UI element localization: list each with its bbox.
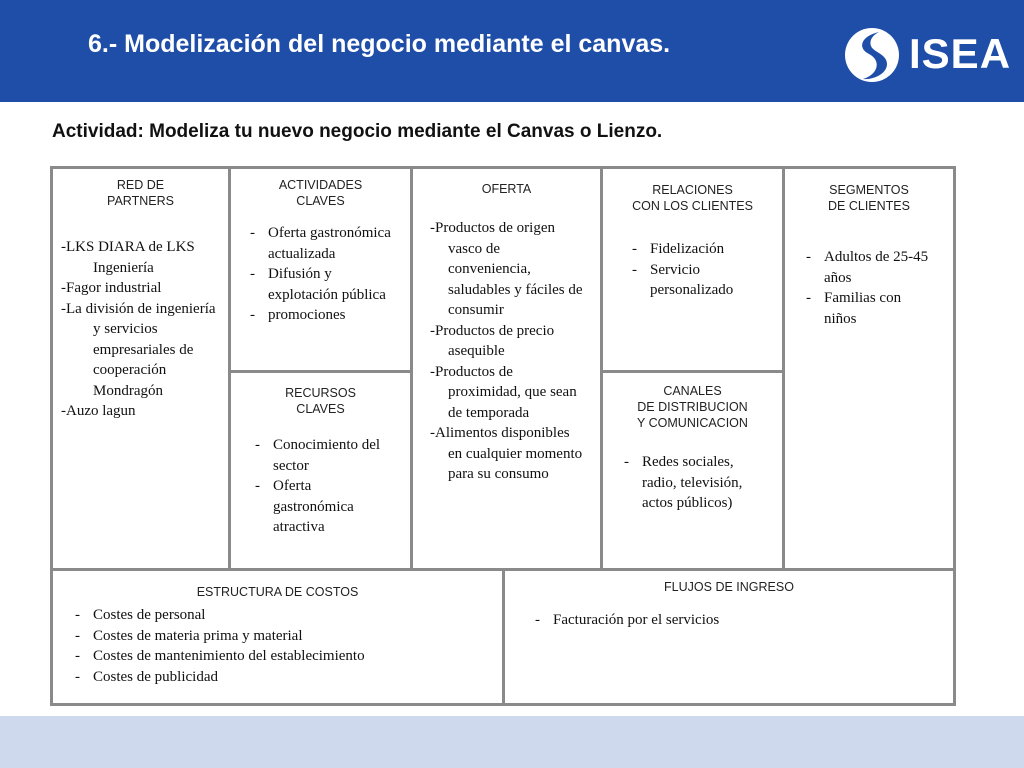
cell-title: ACTIVIDADES CLAVES — [278, 178, 363, 208]
canvas-revenue-streams — [502, 568, 956, 706]
activity-subtitle: Actividad: Modeliza tu nuevo negocio mediante el Canvas o Lienzo. — [52, 121, 663, 142]
logo-text: ISEA — [909, 30, 1012, 77]
segments-list — [804, 247, 929, 329]
list-item: -LKS DIARA de LKS Ingeniería — [61, 239, 195, 276]
list-item: -La división de ingeniería y servicios empresariales de cooperación Mondragón — [61, 300, 216, 399]
canvas-key-activities — [228, 166, 413, 374]
list-item: -Fagor industrial — [61, 280, 162, 296]
list-item: - Conocimiento del sector — [253, 435, 393, 476]
canvas-customer-segments — [782, 166, 956, 571]
isea-logo — [843, 26, 1012, 90]
offer-list — [430, 218, 586, 485]
footer-bar — [0, 716, 1024, 768]
list-item: - Adultos de 25-45 años — [804, 247, 929, 288]
list-item: - Costes de materia prima y material — [73, 626, 493, 647]
list-item: -Productos de origen vasco de conveniencia, saludables y fáciles de consumir — [430, 220, 583, 318]
list-item: -Alimentos disponibles en cualquier momento para su consumo — [430, 425, 583, 482]
canvas-channels — [600, 370, 785, 571]
partners-list — [61, 237, 226, 422]
list-item: -Productos de precio asequible — [430, 322, 555, 359]
list-item: - Fidelización — [630, 239, 770, 260]
canvas-value-proposition — [410, 166, 603, 571]
list-item: - Difusión y explotación pública — [248, 264, 398, 305]
list-item: - Costes de publicidad — [73, 667, 493, 688]
list-item: - Redes sociales, radio, televisión, actos públicos) — [622, 452, 757, 514]
isea-logo-icon — [843, 26, 901, 84]
cell-title: SEGMENTOS DE CLIENTES — [828, 183, 910, 213]
revenue-list — [533, 610, 933, 631]
header-bar — [0, 0, 1024, 102]
costs-list — [73, 605, 493, 687]
slide-title: 6.- Modelización del negocio mediante el canvas. — [88, 30, 671, 58]
list-item: - promociones — [248, 305, 398, 326]
list-item: -Productos de proximidad, que sean de temporada — [430, 363, 577, 421]
cell-title: RELACIONES CON LOS CLIENTES — [632, 183, 753, 213]
list-item: - Oferta gastronómica atractiva — [253, 476, 393, 538]
cell-title: ESTRUCTURA DE COSTOS — [196, 585, 359, 599]
canvas-cost-structure — [50, 568, 505, 706]
cell-title: OFERTA — [481, 182, 532, 196]
list-item: -Auzo lagun — [61, 403, 136, 419]
list-item: - Costes de mantenimiento del establecimiento — [73, 646, 493, 667]
cell-title: RED DE PARTNERS — [107, 178, 174, 208]
resources-list — [253, 435, 393, 538]
canvas-key-partners — [50, 166, 231, 571]
canvas-customer-relationships — [600, 166, 785, 374]
relationships-list — [630, 239, 770, 301]
channels-list — [622, 452, 757, 514]
list-item: - Facturación por el servicios — [533, 610, 933, 631]
activities-list — [248, 223, 398, 326]
canvas-key-resources — [228, 370, 413, 571]
list-item: - Oferta gastronómica actualizada — [248, 223, 398, 264]
list-item: - Costes de personal — [73, 605, 493, 626]
cell-title: FLUJOS DE INGRESO — [664, 580, 794, 594]
list-item: - Servicio personalizado — [630, 260, 770, 301]
cell-title: RECURSOS CLAVES — [285, 386, 356, 416]
cell-title: CANALES DE DISTRIBUCION Y COMUNICACION — [637, 384, 748, 430]
list-item: - Familias con niños — [804, 288, 929, 329]
